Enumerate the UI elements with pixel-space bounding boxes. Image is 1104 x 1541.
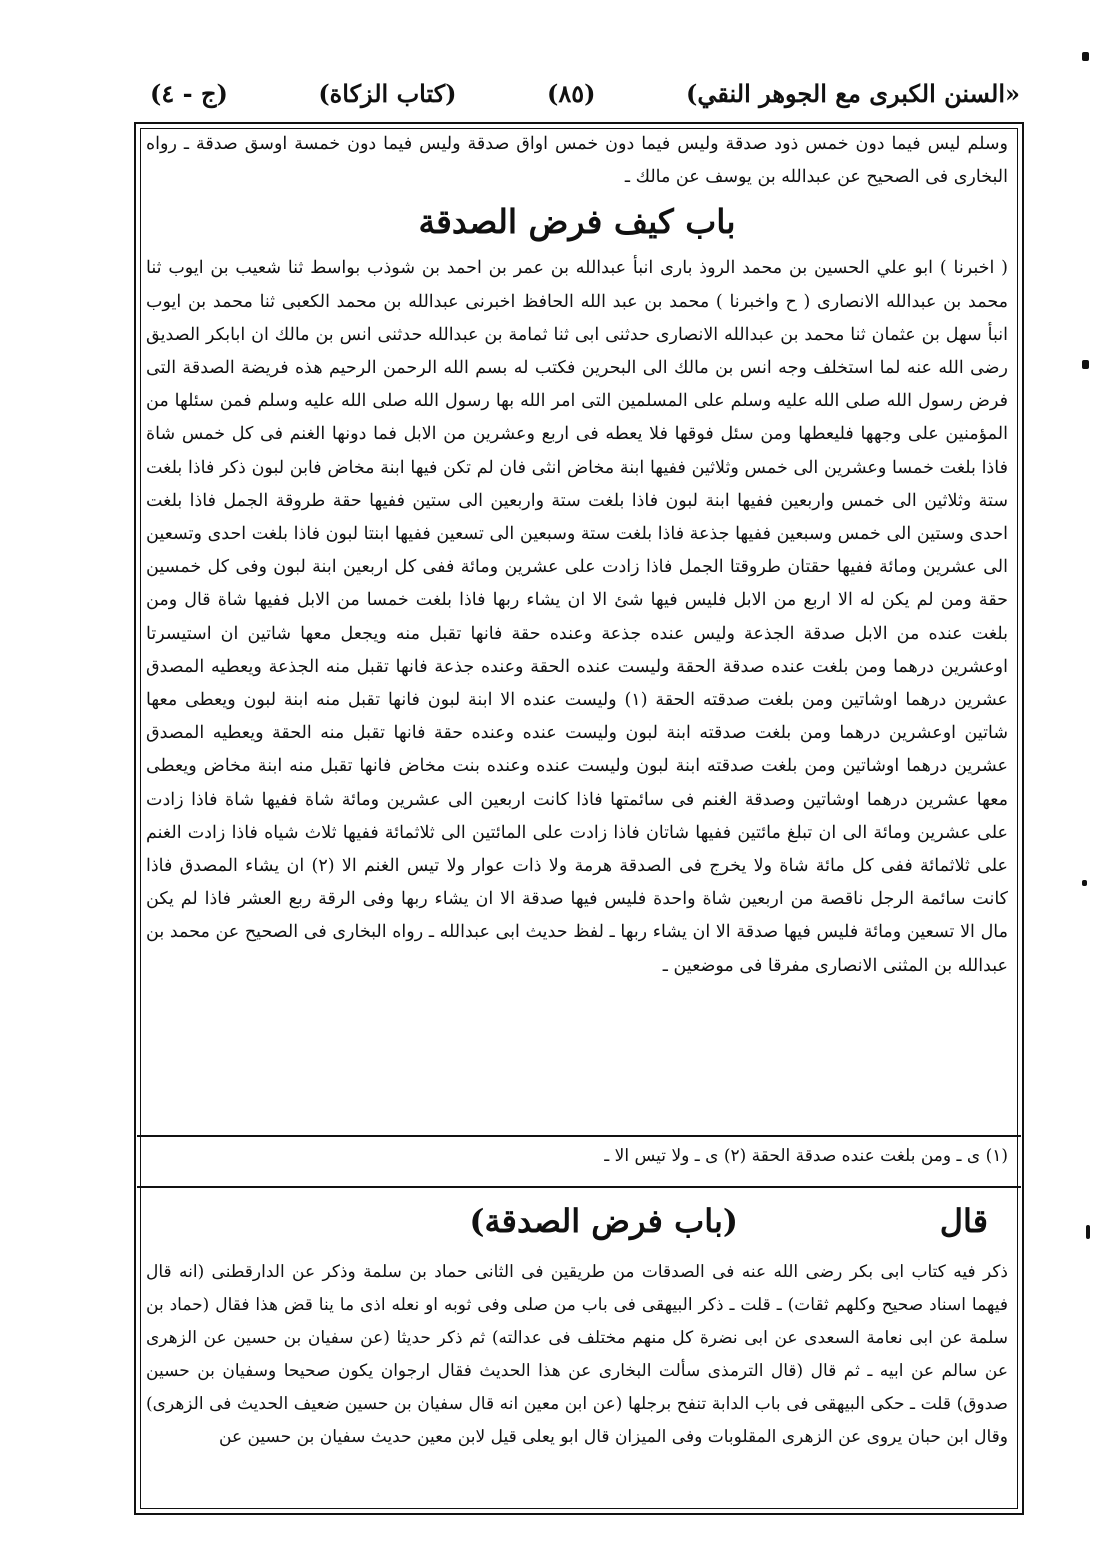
- footnote-divider: [137, 1135, 1021, 1137]
- commentary-title: (باب فرض الصدقة): [469, 1202, 738, 1240]
- margin-mark: [1082, 52, 1089, 61]
- commentary-heading: [146, 1196, 1008, 1252]
- intro-paragraph: وسلم ليس فيما دون خمس ذود صدقة وليس فيما دون خمس اواق صدقة وليس فيما دون خمسة اوسق صدقة ـ رواه البخارى فى الصحيح عن عبدالله بن يوسف عن مالك ـ: [146, 134, 1008, 188]
- commentary-text-block: [146, 1256, 1008, 1454]
- commentary-text: ذكر فيه كتاب ابى بكر رضى الله عنه فى الصدقات من طريقين فى الثانى حماد بن سلمة وذكر عن الدارقطنى (انه قال فيهما اسناد صحيح وكلهم ثقات) ـ قلت ـ ذكر البيهقى فى باب من صلى وفى ثوبه او نعله اذى ما ينا قض هذا فقال (حماد بن سلمة عن ابى نعامة السعدى عن ابى نضرة كل منهم مختلف فى عدالته) ثم ذكر حديثا (عن سفيان بن حسين عن الزهرى عن سالم عن ابيه ـ ثم قال (قال الترمذى سألت البخارى عن هذا الحديث فقال ارجوان يكون صحيحا وسفيان بن حسين صدوق) قلت ـ حكى البيهقى فى باب الدابة تنفح برجلها (عن ابن معين انه قال سفيان بن حسين ضعيف الحديث فى الزهرى) وقال ابن حبان يروى عن الزهرى المقلوبات وفى الميزان قال ابو يعلى قيل لابن معين حديث سفيان بن حسين عن: [146, 1262, 1008, 1447]
- volume-number: (ج - ٤): [150, 78, 228, 108]
- margin-mark: [1082, 360, 1089, 369]
- footnote: (١) ى ـ ومن بلغت عنده صدقة الحقة (٢) ى ـ ولا تيس الا ـ: [604, 1146, 1008, 1166]
- margin-mark: [1086, 1225, 1090, 1239]
- page-number: (٨٥): [547, 78, 596, 108]
- commentary-qal: قال: [939, 1202, 988, 1240]
- book-title: «السنن الكبرى مع الجوهر النقي): [686, 78, 1020, 108]
- commentary-divider: [137, 1186, 1021, 1188]
- kitab-title: (كتاب الزكاة): [318, 78, 457, 108]
- margin-mark: [1082, 880, 1087, 886]
- hadith-text: ( اخبرنا ) ابو علي الحسين بن محمد الروذ بارى انبأ عبدالله بن عمر بن احمد بن شوذب بواسط ثنا شعيب بن ايوب ثنا محمد بن عبدالله الانصارى ( ح واخبرنا ) محمد بن عبد الله الحافظ اخبرنى عبدالله بن محمد الكعبى ثنا محمد بن ايوب انبأ سهل بن عثمان ثنا محمد بن عبدالله الانصارى حدثنى ابى ثنا ثمامة بن عبدالله حدثنى انس بن مالك ان ابابكر الصديق رضى الله عنه لما استخلف وجه انس بن مالك الى البحرين فكتب له بسم الله الرحمن الرحيم هذه فريضة الصدقة التى فرض رسول الله صلى الله عليه وسلم على المسلمين التى امر الله بها رسول الله صلى الله عليه وسلم فمن سئلها من المؤمنين على وجهها فليعطها ومن سئل فوقها فلا يعطه فى اربع وعشرين من الابل فما دونها الغنم فى كل خمس شاة فاذا بلغت خمسا وعشرين الى خمس وثلاثين ففيها ابنة مخاض انثى فان لم تكن فيها ابنة مخاض فابن لبون ذكر فاذا بلغت ستة وثلاثين الى خمس واربعين ففيها ابنة لبون فاذا بلغت ستة واربعين الى ستين ففيها حقة طروقة الجمل فاذا بلغت احدى وستين الى خمس وسبعين ففيها جذعة فاذا بلغت ستة وسبعين الى تسعين ففيها ابنتا لبون فاذا بلغت احدى وتسعين الى عشرين ومائة ففيها حقتان طروقتا الجمل فاذا زادت على عشرين ومائة ففى كل اربعين ابنة لبون وفى كل خمسين حقة ومن لم يكن له الا اربع من الابل فليس فيها شئ الا ان يشاء ربها فاذا بلغت خمسا من الابل ففيها شاة قال ومن بلغت عنده من الابل صدقة الجذعة وليس عنده جذعة وعنده حقة فانها تقبل منه ويجعل معها شاتين ان استيسرتا اوعشرين درهما ومن بلغت عنده صدقة الحقة وليست عنده الحقة وعنده جذعة فانها تقبل منه الجذعة ويعطيه المصدق عشرين درهما اوشاتين ومن بلغت صدقته الحقة (١) وليست عنده الا ابنة لبون فانها تقبل منه ابنة لبون ويعطى معها شاتين اوعشرين درهما ومن بلغت صدقته ابنة لبون وليست عنده وعنده حقة فانها تقبل منه الحقة ويعطيه المصدق عشرين درهما اوشاتين ومن بلغت صدقته ابنة لبون وليست عنده وعنده بنت مخاض فانها تقبل منه ابنة مخاض ويعطى معها عشرين درهما اوشاتين وصدقة الغنم فى سائمتها فاذا كانت اربعين الى عشرين ومائة شاة ففيها شاة فاذا زادت على عشرين ومائة الى ان تبلغ مائتين ففيها شاتان فاذا زادت على المائتين الى ثلاثمائة ففيها ثلاث شياه فاذا زادت الغنم على ثلاثمائة ففى كل مائة شاة ولا يخرج فى الصدقة هرمة ولا ذات عوار ولا تيس الغنم الا (٢) ان يشاء المصدق فاذا كانت سائمة الرجل ناقصة من اربعين شاة واحدة فليس فيها صدقة الا ان يشاء ربها وفى الرقة ربع العشر فاذا لم يكن مال الا تسعين ومائة فليس فيها صدقة الا ان يشاء ربها ـ لفظ حديث ابى عبدالله ـ رواه البخارى فى الصحيح عن محمد بن عبدالله بن المثنى الانصارى مفرقا فى موضعين ـ: [146, 258, 1009, 976]
- page-header: [150, 70, 1020, 116]
- main-text-block: [146, 128, 1008, 983]
- chapter-title: باب كيف فرض الصدقة: [418, 202, 736, 242]
